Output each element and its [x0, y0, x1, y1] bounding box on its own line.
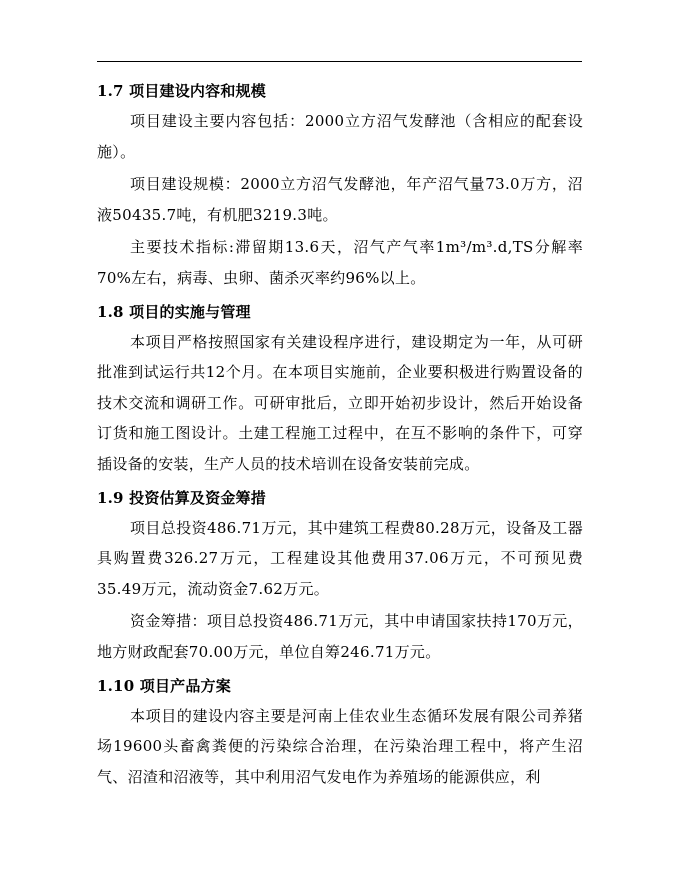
- paragraph-funding: 资金筹措：项目总投资486.71万元，其中申请国家扶持170万元，地方财政配套70.00万元，单位自筹246.71万元。: [97, 612, 583, 661]
- paragraph-construction-content: 项目建设主要内容包括：2000立方沼气发酵池（含相应的配套设施）。: [97, 112, 583, 161]
- paragraph-product-plan: 本项目的建设内容主要是河南上佳农业生态循环发展有限公司养猪场19600头畜禽粪便的污染综合治理，在污染治理工程中，将产生沼气、沼渣和沼液等，其中利用沼气发电作为养殖场的能源供应，利: [97, 706, 583, 786]
- section-heading-1-9: 1.9 投资估算及资金筹措: [97, 488, 266, 507]
- paragraph-implementation: 本项目严格按照国家有关建设程序进行，建设期定为一年，从可研批准到试运行共12个月。在本项目实施前，企业要积极进行购置设备的技术交流和调研工作。可研审批后，立即开始初步设计，然后开始设备订货和施工图设计。土建工程施工过程中，在互不影响的条件下，可穿插设备的安装，生产人员的技术培训在设备安装前完成。: [97, 332, 583, 473]
- header-rule: [97, 61, 582, 62]
- document-body: [97, 76, 583, 794]
- section-heading-1-8: 1.8 项目的实施与管理: [97, 302, 251, 321]
- paragraph-technical-indicators: 主要技术指标:滞留期13.6天，沼气产气率1m³/m³.d,TS分解率70%左右，病毒、虫卵、菌杀灭率约96%以上。: [97, 238, 583, 287]
- section-heading-1-7: 1.7 项目建设内容和规模: [97, 82, 266, 100]
- paragraph-construction-scale: 项目建设规模：2000立方沼气发酵池，年产沼气量73.0万方，沼液50435.7吨，有机肥3219.3吨。: [97, 175, 583, 224]
- section-heading-1-10: 1.10 项目产品方案: [97, 676, 231, 695]
- paragraph-investment: 项目总投资486.71万元，其中建筑工程费80.28万元，设备及工器具购置费326.27万元，工程建设其他费用37.06万元，不可预见费35.49万元，流动资金7.62万元。: [97, 518, 583, 598]
